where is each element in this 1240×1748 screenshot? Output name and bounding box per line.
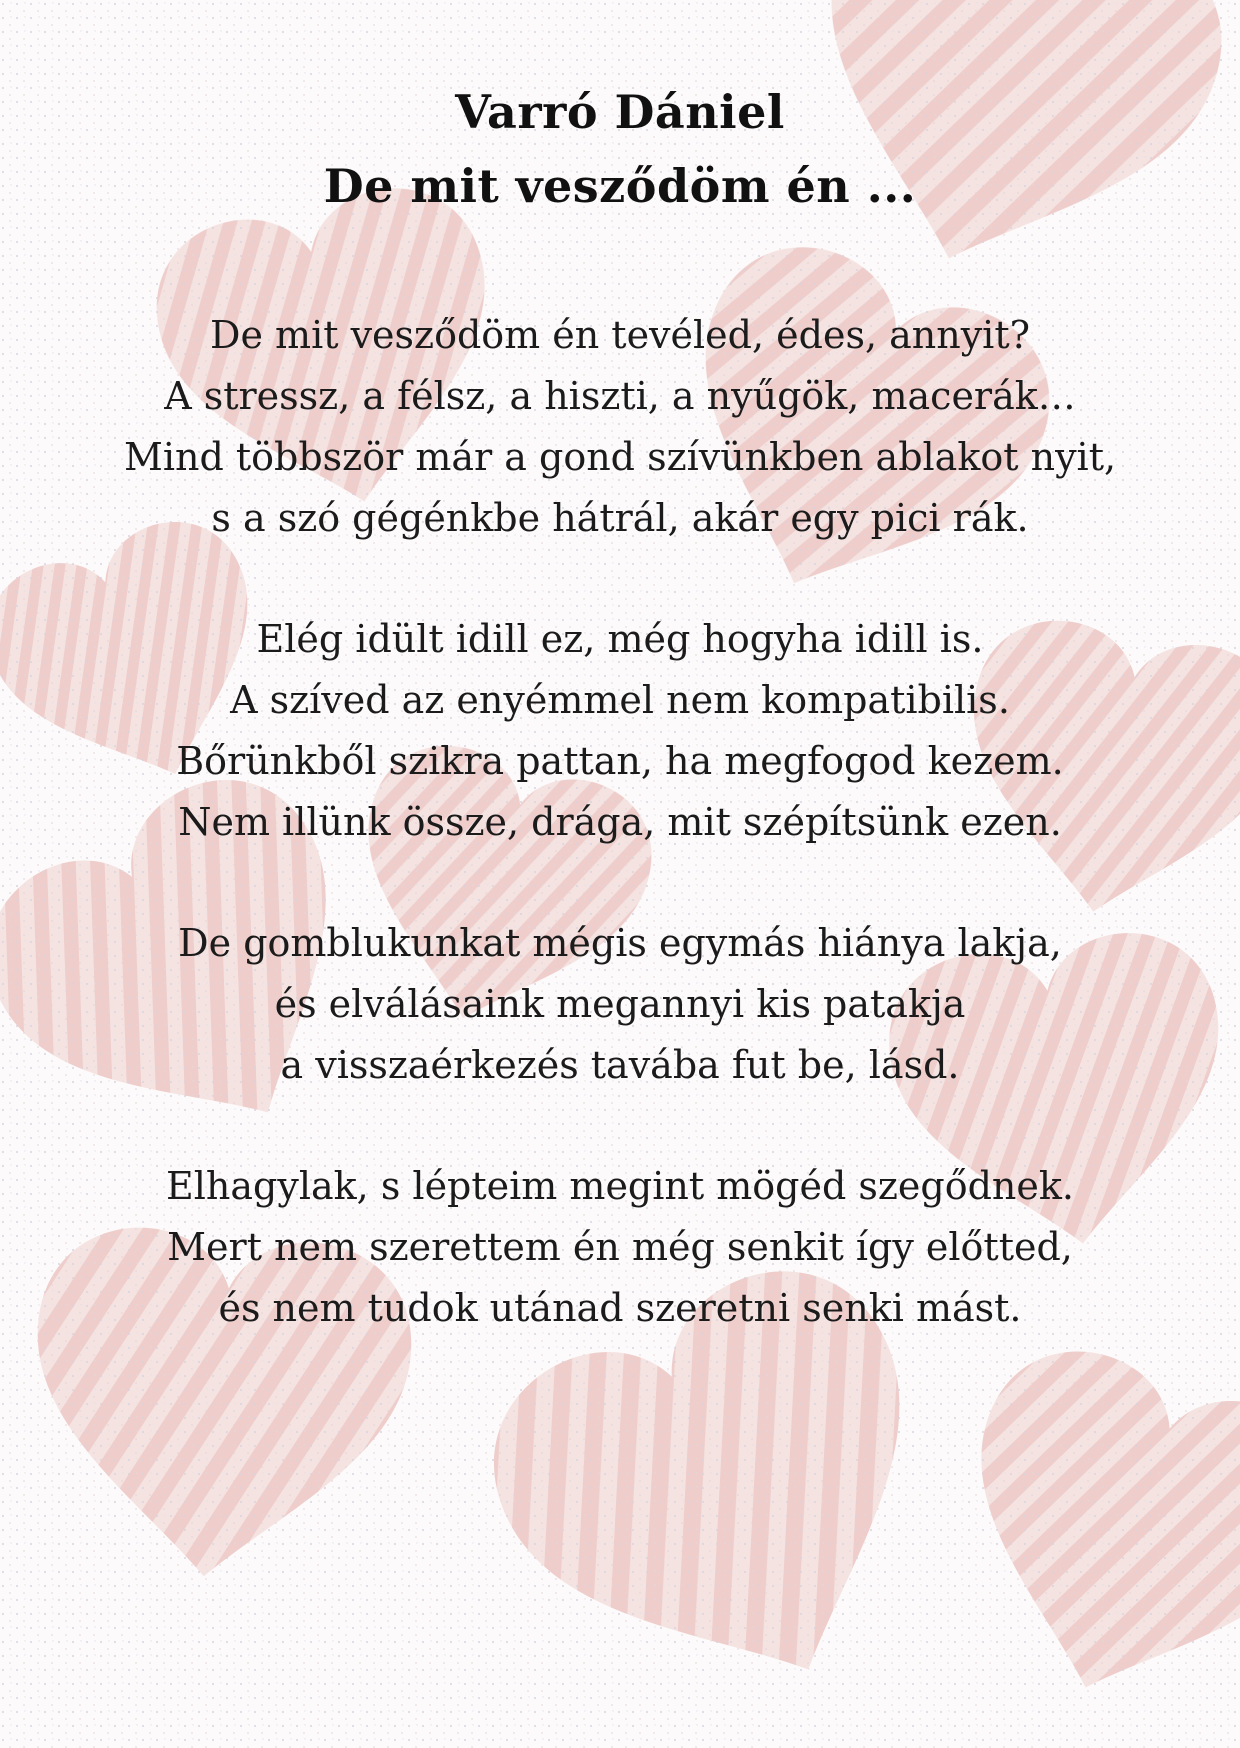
author-name: Varró Dániel [455,85,785,139]
poem-line: A szíved az enyémmel nem kompatibilis. [230,678,1010,722]
stanza-4 [0,1156,1240,1339]
poem-line: s a szó gégénkbe hátrál, akár egy pici rák. [211,496,1029,540]
poem-line: és nem tudok utánad szeretni senki mást. [218,1286,1022,1330]
poem-line: De gomblukunkat mégis egymás hiánya lakja, [178,921,1062,965]
poem-line: A stressz, a félsz, a hiszti, a nyűgök, macerák… [164,374,1076,418]
poem-line: Nem illünk össze, drága, mit szépítsünk ezen. [178,800,1062,844]
poem-line: Bőrünkből szikra pattan, ha megfogod kezem. [176,739,1064,783]
stanza-1 [0,305,1240,549]
poem-line: Mind többször már a gond szívünkben ablakot nyit, [123,435,1117,479]
stanza-3 [0,913,1240,1096]
stanza-2 [0,609,1240,853]
poem-line: a visszaérkezés tavába fut be, lásd. [280,1043,960,1087]
poem-line: De mit vesződöm én tevéled, édes, annyit? [210,313,1030,357]
poem-title: De mit vesződöm én ... [323,159,917,213]
poem-line: Elég idült idill ez, még hogyha idill is. [256,617,984,661]
poem-line: és elválásaink megannyi kis patakja [274,982,966,1026]
poem-line: Mert nem szerettem én még senkit így előtted, [167,1225,1073,1269]
poem-line: Elhagylak, s lépteim megint mögéd szegődnek. [166,1164,1074,1208]
